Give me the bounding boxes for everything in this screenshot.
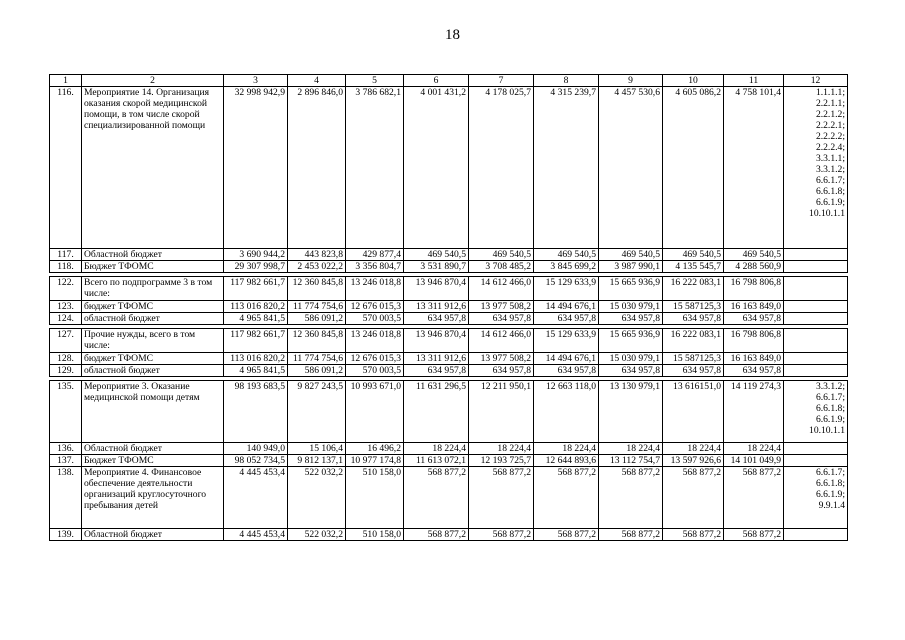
value-cell: 4 445 453,4 — [224, 529, 288, 541]
column-header: 4 — [288, 75, 346, 87]
value-cell: 4 001 431,2 — [404, 87, 469, 249]
value-cell: 570 003,5 — [346, 313, 404, 325]
column-header: 7 — [469, 75, 534, 87]
value-cell: 2 453 022,2 — [288, 261, 346, 273]
value-cell: 14 612 466,0 — [469, 277, 534, 301]
indicator-refs — [784, 277, 848, 301]
value-cell: 13 311 912,6 — [404, 353, 469, 365]
indicator-refs — [784, 313, 848, 325]
value-cell: 510 158,0 — [346, 529, 404, 541]
value-cell: 4 178 025,7 — [469, 87, 534, 249]
value-cell: 113 016 820,2 — [224, 353, 288, 365]
indicator-refs — [784, 443, 848, 455]
row-label: бюджет ТФОМС — [82, 301, 224, 313]
value-cell: 12 360 845,8 — [288, 277, 346, 301]
value-cell: 13 246 018,8 — [346, 329, 404, 353]
value-cell: 4 758 101,4 — [724, 87, 784, 249]
column-header: 5 — [346, 75, 404, 87]
value-cell: 98 193 683,5 — [224, 381, 288, 443]
row-label: Мероприятие 14. Организация оказания скорой медицинской помощи, в том числе скорой специализированной помощи — [82, 87, 224, 249]
value-cell: 15 030 979,1 — [599, 353, 663, 365]
table-row — [50, 277, 848, 301]
value-cell: 568 877,2 — [663, 467, 724, 529]
column-header: 6 — [404, 75, 469, 87]
value-cell: 15 129 633,9 — [534, 329, 599, 353]
value-cell: 10 993 671,0 — [346, 381, 404, 443]
value-cell: 117 982 661,7 — [224, 277, 288, 301]
column-header: 10 — [663, 75, 724, 87]
value-cell: 98 052 734,5 — [224, 455, 288, 467]
value-cell: 14 612 466,0 — [469, 329, 534, 353]
value-cell: 12 211 950,1 — [469, 381, 534, 443]
value-cell: 522 032,2 — [288, 529, 346, 541]
value-cell: 16 798 806,8 — [724, 329, 784, 353]
row-label: Всего по подпрограмме 3 в том числе: — [82, 277, 224, 301]
row-label: областной бюджет — [82, 313, 224, 325]
value-cell: 12 193 725,7 — [469, 455, 534, 467]
row-number: 129. — [50, 365, 82, 377]
value-cell: 469 540,5 — [404, 249, 469, 261]
value-cell: 3 708 485,2 — [469, 261, 534, 273]
value-cell: 3 356 804,7 — [346, 261, 404, 273]
value-cell: 4 965 841,5 — [224, 313, 288, 325]
value-cell: 15 665 936,9 — [599, 329, 663, 353]
value-cell: 12 676 015,3 — [346, 353, 404, 365]
column-header: 3 — [224, 75, 288, 87]
value-cell: 4 315 239,7 — [534, 87, 599, 249]
value-cell: 117 982 661,7 — [224, 329, 288, 353]
row-number: 138. — [50, 467, 82, 529]
value-cell: 12 663 118,0 — [534, 381, 599, 443]
value-cell: 18 224,4 — [599, 443, 663, 455]
indicator-refs — [784, 329, 848, 353]
value-cell: 15 665 936,9 — [599, 277, 663, 301]
table-row — [50, 329, 848, 353]
row-label: Прочие нужды, всего в том числе: — [82, 329, 224, 353]
value-cell: 15 129 633,9 — [534, 277, 599, 301]
value-cell: 13 112 754,7 — [599, 455, 663, 467]
value-cell: 16 496,2 — [346, 443, 404, 455]
value-cell: 11 774 754,6 — [288, 301, 346, 313]
indicator-refs: 3.3.1.2; 6.6.1.7; 6.6.1.8; 6.6.1.9; 10.10.1.1 — [784, 381, 848, 443]
row-label: Областной бюджет — [82, 443, 224, 455]
value-cell: 469 540,5 — [663, 249, 724, 261]
value-cell: 12 360 845,8 — [288, 329, 346, 353]
value-cell: 32 998 942,9 — [224, 87, 288, 249]
column-header: 11 — [724, 75, 784, 87]
value-cell: 16 798 806,8 — [724, 277, 784, 301]
row-label: Бюджет ТФОМС — [82, 455, 224, 467]
value-cell: 4 288 560,9 — [724, 261, 784, 273]
value-cell: 12 676 015,3 — [346, 301, 404, 313]
value-cell: 469 540,5 — [534, 249, 599, 261]
value-cell: 18 224,4 — [534, 443, 599, 455]
row-label: Областной бюджет — [82, 529, 224, 541]
value-cell: 443 823,8 — [288, 249, 346, 261]
row-number: 135. — [50, 381, 82, 443]
value-cell: 3 690 944,2 — [224, 249, 288, 261]
value-cell: 9 812 137,1 — [288, 455, 346, 467]
indicator-refs: 6.6.1.7; 6.6.1.8; 6.6.1.9; 9.9.1.4 — [784, 467, 848, 529]
table-row — [50, 249, 848, 261]
value-cell: 4 965 841,5 — [224, 365, 288, 377]
value-cell: 16 222 083,1 — [663, 277, 724, 301]
value-cell: 634 957,8 — [663, 365, 724, 377]
value-cell: 568 877,2 — [663, 529, 724, 541]
row-number: 127. — [50, 329, 82, 353]
value-cell: 469 540,5 — [724, 249, 784, 261]
value-cell: 634 957,8 — [534, 313, 599, 325]
value-cell: 14 494 676,1 — [534, 353, 599, 365]
budget-table-body — [50, 75, 848, 541]
value-cell: 15 587125,3 — [663, 353, 724, 365]
row-number: 118. — [50, 261, 82, 273]
column-header: 12 — [784, 75, 848, 87]
row-number: 117. — [50, 249, 82, 261]
indicator-refs — [784, 365, 848, 377]
row-number: 136. — [50, 443, 82, 455]
value-cell: 568 877,2 — [404, 529, 469, 541]
value-cell: 14 101 049,9 — [724, 455, 784, 467]
table-row — [50, 261, 848, 273]
page-number: 18 — [445, 27, 460, 43]
value-cell: 510 158,0 — [346, 467, 404, 529]
value-cell: 568 877,2 — [724, 529, 784, 541]
value-cell: 429 877,4 — [346, 249, 404, 261]
column-header: 2 — [82, 75, 224, 87]
table-row — [50, 365, 848, 377]
value-cell: 13 977 508,2 — [469, 353, 534, 365]
value-cell: 634 957,8 — [663, 313, 724, 325]
value-cell: 13 246 018,8 — [346, 277, 404, 301]
value-cell: 18 224,4 — [663, 443, 724, 455]
column-header-row — [50, 75, 848, 87]
value-cell: 568 877,2 — [469, 467, 534, 529]
value-cell: 3 531 890,7 — [404, 261, 469, 273]
table-row — [50, 381, 848, 443]
value-cell: 3 845 699,2 — [534, 261, 599, 273]
value-cell: 634 957,8 — [404, 313, 469, 325]
value-cell: 13 977 508,2 — [469, 301, 534, 313]
row-label: Мероприятие 3. Оказание медицинской помощи детям — [82, 381, 224, 443]
value-cell: 16 163 849,0 — [724, 301, 784, 313]
value-cell: 13 616151,0 — [663, 381, 724, 443]
value-cell: 12 644 893,6 — [534, 455, 599, 467]
column-header: 8 — [534, 75, 599, 87]
value-cell: 10 977 174,8 — [346, 455, 404, 467]
budget-table — [49, 74, 848, 541]
value-cell: 568 877,2 — [724, 467, 784, 529]
table-row — [50, 301, 848, 313]
value-cell: 568 877,2 — [404, 467, 469, 529]
value-cell: 11 774 754,6 — [288, 353, 346, 365]
value-cell: 469 540,5 — [469, 249, 534, 261]
value-cell: 18 224,4 — [724, 443, 784, 455]
value-cell: 4 445 453,4 — [224, 467, 288, 529]
value-cell: 113 016 820,2 — [224, 301, 288, 313]
value-cell: 13 597 926,6 — [663, 455, 724, 467]
value-cell: 568 877,2 — [534, 529, 599, 541]
value-cell: 9 827 243,5 — [288, 381, 346, 443]
value-cell: 522 032,2 — [288, 467, 346, 529]
value-cell: 29 307 998,7 — [224, 261, 288, 273]
value-cell: 15 030 979,1 — [599, 301, 663, 313]
column-header: 9 — [599, 75, 663, 87]
value-cell: 13 946 870,4 — [404, 329, 469, 353]
value-cell: 16 163 849,0 — [724, 353, 784, 365]
value-cell: 586 091,2 — [288, 365, 346, 377]
indicator-refs — [784, 261, 848, 273]
table-row — [50, 529, 848, 541]
table-row — [50, 455, 848, 467]
indicator-refs — [784, 529, 848, 541]
column-header: 1 — [50, 75, 82, 87]
table-row — [50, 443, 848, 455]
row-label: бюджет ТФОМС — [82, 353, 224, 365]
value-cell: 16 222 083,1 — [663, 329, 724, 353]
value-cell: 634 957,8 — [469, 365, 534, 377]
value-cell: 634 957,8 — [599, 313, 663, 325]
budget-table-wrapper — [49, 74, 848, 541]
value-cell: 634 957,8 — [404, 365, 469, 377]
value-cell: 634 957,8 — [724, 365, 784, 377]
value-cell: 570 003,5 — [346, 365, 404, 377]
row-number: 116. — [50, 87, 82, 249]
value-cell: 15 587125,3 — [663, 301, 724, 313]
table-row — [50, 353, 848, 365]
value-cell: 13 130 979,1 — [599, 381, 663, 443]
indicator-refs — [784, 353, 848, 365]
value-cell: 14 494 676,1 — [534, 301, 599, 313]
table-row — [50, 467, 848, 529]
value-cell: 568 877,2 — [599, 467, 663, 529]
value-cell: 634 957,8 — [724, 313, 784, 325]
value-cell: 11 631 296,5 — [404, 381, 469, 443]
value-cell: 15 106,4 — [288, 443, 346, 455]
indicator-refs — [784, 249, 848, 261]
value-cell: 568 877,2 — [599, 529, 663, 541]
indicator-refs: 1.1.1.1; 2.2.1.1; 2.2.1.2; 2.2.2.1; 2.2.2.2; 2.2.2.4; 3.3.1.1; 3.3.1.2; 6.6.1.7; 6.6.1.8; 6.6.1.9; 10.10.1.1 — [784, 87, 848, 249]
value-cell: 586 091,2 — [288, 313, 346, 325]
row-number: 137. — [50, 455, 82, 467]
value-cell: 634 957,8 — [599, 365, 663, 377]
row-number: 122. — [50, 277, 82, 301]
indicator-refs — [784, 301, 848, 313]
value-cell: 3 987 990,1 — [599, 261, 663, 273]
indicator-refs — [784, 455, 848, 467]
value-cell: 13 311 912,6 — [404, 301, 469, 313]
value-cell: 140 949,0 — [224, 443, 288, 455]
value-cell: 4 457 530,6 — [599, 87, 663, 249]
row-label: Мероприятие 4. Финансовое обеспечение деятельности организаций круглосуточного пребывания детей — [82, 467, 224, 529]
value-cell: 11 613 072,1 — [404, 455, 469, 467]
table-row — [50, 313, 848, 325]
value-cell: 18 224,4 — [404, 443, 469, 455]
table-row — [50, 87, 848, 249]
value-cell: 4 605 086,2 — [663, 87, 724, 249]
value-cell: 568 877,2 — [534, 467, 599, 529]
value-cell: 3 786 682,1 — [346, 87, 404, 249]
value-cell: 4 135 545,7 — [663, 261, 724, 273]
row-number: 123. — [50, 301, 82, 313]
row-number: 139. — [50, 529, 82, 541]
value-cell: 14 119 274,3 — [724, 381, 784, 443]
value-cell: 634 957,8 — [469, 313, 534, 325]
value-cell: 18 224,4 — [469, 443, 534, 455]
row-label: областной бюджет — [82, 365, 224, 377]
value-cell: 634 957,8 — [534, 365, 599, 377]
value-cell: 13 946 870,4 — [404, 277, 469, 301]
row-number: 128. — [50, 353, 82, 365]
value-cell: 469 540,5 — [599, 249, 663, 261]
row-label: Областной бюджет — [82, 249, 224, 261]
value-cell: 2 896 846,0 — [288, 87, 346, 249]
row-number: 124. — [50, 313, 82, 325]
value-cell: 568 877,2 — [469, 529, 534, 541]
row-label: Бюджет ТФОМС — [82, 261, 224, 273]
